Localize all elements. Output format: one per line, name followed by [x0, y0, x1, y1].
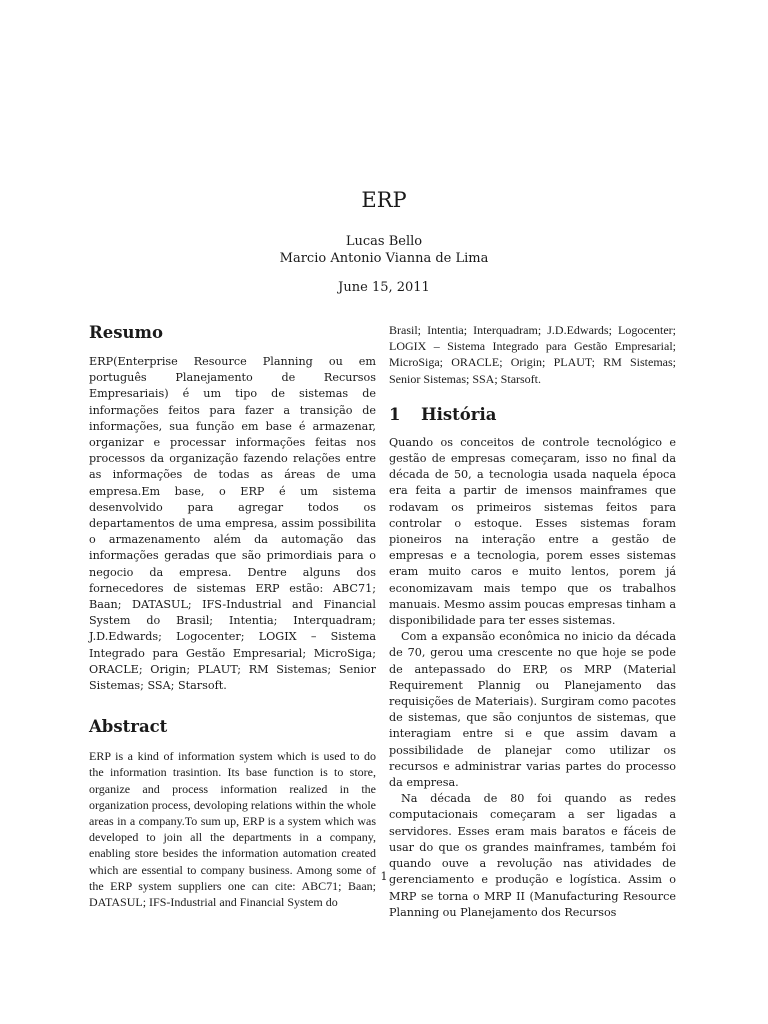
- left-column: [89, 322, 376, 910]
- resumo-text: ERP(Enterprise Resource Planning ou em português Planejamento de Recursos Empresariais) é um tipo de sistemas de informações feitos para fazer a transição de informações, sua função em base é armazenar, organizar e processar informações feitas nos processos da organização fazendo relações entre as informações de todas as áreas de uma empresa.Em base, o ERP é um sistema desenvolvido para agregar todos os departamentos de uma empresa, assim possibilita o armazenamento além da automação das informações geradas que são primordiais para o negocio da empresa. Dentre alguns dos fornecedores de sistemas ERP estão: ABC71; Baan; DATASUL; IFS-Industrial and Financial System do Brasil; Intentia; Interquadram; J.D.Edwards; Logocenter; LOGIX – Sistema Integrado para Gestão Empresarial; MicroSiga; ORACLE; Origin; PLAUT; RM Sistemas; Senior Sistemas; SSA; Starsoft.: [89, 355, 376, 693]
- abstract-continuation: Brasil; Intentia; Interquadram; J.D.Edwards; Logocenter; LOGIX – Sistema Integrado para Gestão Empresarial; MicroSiga; ORACLE; Origin; PLAUT; RM Sistemas; Senior Sistemas; SSA; Starsoft.: [389, 323, 676, 386]
- section-paragraph-2: Com a expansão econômica no inicio da década de 70, gerou uma crescente no que hoje se pode de antepassado do ERP, os MRP (Material Requirement Plannig ou Planejamento das requisições de Materiais). Surgiram como pacotes de sistemas, que são conjuntos de sistemas, que interagiam entre si e que assim davam a possibilidade de planejar como utilizar os recursos e administrar varias partes do processo da empresa.: [389, 630, 676, 790]
- paper-date: June 15, 2011: [338, 280, 430, 295]
- section-paragraph-1: Quando os conceitos de controle tecnológico e gestão de empresas começaram, isso no final da década de 50, a tecnologia usada naquela época era feita a partir de imensos mainframes que rodavam os primeiros sistemas feitos para controlar o estoque. Esses sistemas foram pioneiros na interação entre a gestão de empresas e a tecnologia, porem esses sistemas eram muito caros e muito lentos, porem já economizavam mais tempo que os trabalhos manuais. Mesmo assim poucas empresas tinham a disponibilidade para ter esses sistemas.: [389, 435, 676, 628]
- page-number: 1: [380, 870, 388, 883]
- right-column: [389, 322, 676, 921]
- resumo-heading: Resumo: [89, 323, 163, 342]
- section-title: História: [421, 404, 497, 424]
- abstract-heading: Abstract: [89, 717, 168, 737]
- section-number: 1: [389, 404, 401, 424]
- paper-title: ERP: [361, 188, 407, 212]
- author-1: Lucas Bello: [345, 234, 423, 249]
- section-heading: [389, 404, 676, 426]
- author-2: Marcio Antonio Vianna de Lima: [279, 251, 489, 266]
- abstract-text: ERP is a kind of information system which is used to do the information trasintion. Its base function is to store, organize and process information realized in the organization process, devoloping relations within the whole areas in a company.To sum up, ERP is a system which was developed to join all the departments in a company, enabling store besides the information automation created which are essential to company business. Among some of the ERP system suppliers one can cite: ABC71; Baan; DATASUL; IFS-Industrial and Financial System do: [89, 749, 376, 910]
- section-paragraph-3: Na década de 80 foi quando as redes computacionais começaram a ser ligadas a servidores. Esses eram mais baratos e fáceis de usar do que os grandes mainframes, também foi quando ouve a revolução nas atividades de gerenciamento e produção e logística. Assim o MRP se torna o MRP II (Manufacturing Resource Planning ou Planejamento dos Recursos: [389, 792, 676, 919]
